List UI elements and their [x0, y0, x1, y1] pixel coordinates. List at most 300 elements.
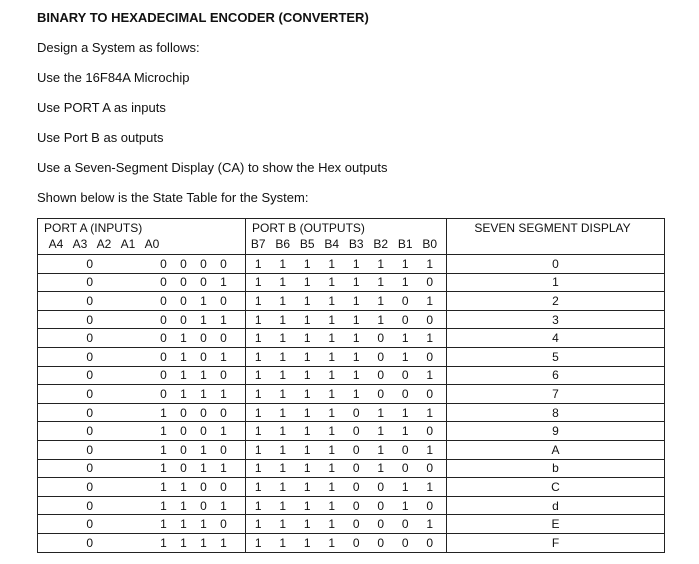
- port-b-bit: 1: [254, 349, 262, 364]
- port-b-bit-label: B7: [250, 237, 266, 251]
- display-value-cell: A: [447, 440, 665, 459]
- port-b-bit: 1: [254, 424, 262, 439]
- port-a-bit: 1: [160, 424, 167, 439]
- port-a-bit: 1: [220, 349, 227, 364]
- port-a-bit: 0: [180, 256, 187, 271]
- port-a-bit-label: A1: [120, 237, 136, 251]
- a4-cell: 0: [38, 515, 142, 534]
- display-value-cell: b: [447, 459, 665, 478]
- port-b-bit: 1: [401, 331, 409, 346]
- display-header: SEVEN SEGMENT DISPLAY: [474, 221, 631, 235]
- port-b-bit: 1: [401, 479, 409, 494]
- port-b-bit: 1: [303, 498, 311, 513]
- port-b-bit: 1: [303, 479, 311, 494]
- port-a-cell: [142, 533, 246, 552]
- port-b-bit: 1: [303, 312, 311, 327]
- port-b-bit: 1: [426, 331, 434, 346]
- port-a-header-cell: [38, 219, 246, 255]
- port-a-bit: 0: [220, 405, 227, 420]
- port-a-bit: 0: [180, 461, 187, 476]
- port-b-bit: 1: [328, 312, 336, 327]
- port-b-bit: 1: [352, 368, 360, 383]
- display-value-cell: 5: [447, 347, 665, 366]
- table-row: [38, 440, 665, 459]
- port-b-bit: 1: [401, 424, 409, 439]
- display-value-cell: C: [447, 478, 665, 497]
- port-b-bit: 1: [401, 405, 409, 420]
- port-b-bit: 1: [279, 293, 287, 308]
- port-b-bit: 1: [328, 424, 336, 439]
- port-a-bit: 1: [220, 498, 227, 513]
- table-row: [38, 459, 665, 478]
- port-a-bit: 1: [180, 535, 187, 550]
- port-b-bit: 1: [328, 256, 336, 271]
- port-a-bit: 1: [180, 331, 187, 346]
- port-b-bit: 1: [279, 517, 287, 532]
- port-b-bit: 0: [352, 424, 360, 439]
- table-row: [38, 329, 665, 348]
- port-b-bit: 1: [426, 293, 434, 308]
- port-b-bit: 1: [279, 461, 287, 476]
- port-a-bit: 0: [180, 405, 187, 420]
- port-b-bit: 0: [426, 535, 434, 550]
- port-a-bit: 0: [160, 349, 167, 364]
- port-a-bit: 0: [180, 293, 187, 308]
- port-b-bit: 1: [328, 386, 336, 401]
- state-table: [37, 218, 665, 553]
- a4-cell: 0: [38, 273, 142, 292]
- port-b-bit: 1: [352, 256, 360, 271]
- page-title: BINARY TO HEXADECIMAL ENCODER (CONVERTER): [37, 10, 369, 25]
- port-b-bit: 1: [426, 442, 434, 457]
- a4-cell: 0: [38, 478, 142, 497]
- display-value-cell: 6: [447, 366, 665, 385]
- port-b-bit: 1: [254, 386, 262, 401]
- table-row: [38, 310, 665, 329]
- table-row: [38, 385, 665, 404]
- a4-cell: 0: [38, 496, 142, 515]
- port-b-bit: 1: [254, 312, 262, 327]
- port-a-bit: 0: [220, 479, 227, 494]
- port-b-bit: 0: [352, 535, 360, 550]
- port-b-bit: 1: [328, 461, 336, 476]
- port-b-bit: 1: [279, 405, 287, 420]
- port-b-bit: 0: [426, 349, 434, 364]
- port-b-bit: 1: [279, 386, 287, 401]
- port-b-bit: 1: [279, 312, 287, 327]
- port-a-bit: 1: [180, 479, 187, 494]
- port-a-bit: 0: [220, 331, 227, 346]
- port-b-bit: 1: [377, 312, 385, 327]
- port-b-bit: 0: [401, 386, 409, 401]
- port-b-bit: 1: [279, 424, 287, 439]
- port-b-bit: 1: [254, 293, 262, 308]
- port-a-bit: 0: [160, 293, 167, 308]
- port-b-bit: 1: [401, 498, 409, 513]
- table-row: [38, 422, 665, 441]
- port-a-bit: 1: [220, 275, 227, 290]
- port-a-bit: 1: [180, 498, 187, 513]
- port-a-cell: [142, 347, 246, 366]
- port-b-bit: 1: [328, 368, 336, 383]
- port-a-bit: 0: [180, 424, 187, 439]
- port-b-bit: 1: [426, 479, 434, 494]
- port-a-bit: 0: [180, 442, 187, 457]
- port-b-cell: [246, 459, 447, 478]
- port-b-bit: 0: [377, 331, 385, 346]
- port-a-bit: 0: [180, 275, 187, 290]
- port-b-cell: [246, 292, 447, 311]
- port-b-bit-label: B2: [373, 237, 389, 251]
- instruction-line-2: Use the 16F84A Microchip: [37, 70, 190, 85]
- port-b-cell: [246, 310, 447, 329]
- port-b-bit: 1: [303, 386, 311, 401]
- display-value-cell: 2: [447, 292, 665, 311]
- port-b-bit: 1: [328, 331, 336, 346]
- port-a-bit: 1: [160, 517, 167, 532]
- table-header-row: [38, 219, 665, 255]
- port-a-bit: 1: [200, 293, 207, 308]
- a4-cell: 0: [38, 459, 142, 478]
- port-b-bit: 1: [377, 275, 385, 290]
- port-a-bit: 1: [180, 349, 187, 364]
- port-b-bit: 1: [377, 424, 385, 439]
- port-b-bit: 1: [426, 368, 434, 383]
- port-b-bit: 1: [377, 442, 385, 457]
- port-b-bit: 0: [352, 442, 360, 457]
- port-a-bit: 0: [200, 256, 207, 271]
- port-a-bit: 1: [200, 442, 207, 457]
- port-a-bit: 0: [220, 517, 227, 532]
- port-b-bit-label: B4: [324, 237, 340, 251]
- a4-cell: 0: [38, 255, 142, 274]
- instruction-line-6: Shown below is the State Table for the System:: [37, 190, 309, 205]
- port-b-bit: 1: [279, 256, 287, 271]
- a4-cell: 0: [38, 366, 142, 385]
- port-a-bit: 1: [220, 424, 227, 439]
- display-header-cell: [447, 219, 665, 255]
- port-b-bit: 1: [303, 461, 311, 476]
- port-a-bit: 0: [160, 386, 167, 401]
- port-b-bit: 1: [254, 535, 262, 550]
- port-a-cell: [142, 273, 246, 292]
- table-row: [38, 347, 665, 366]
- port-a-bit: 0: [220, 256, 227, 271]
- port-b-header: PORT B (OUTPUTS): [252, 221, 365, 235]
- a4-cell: 0: [38, 385, 142, 404]
- port-a-cell: [142, 515, 246, 534]
- port-a-bit: 0: [200, 275, 207, 290]
- port-a-bit: 0: [180, 312, 187, 327]
- port-a-bit: 0: [220, 293, 227, 308]
- port-b-bit: 0: [401, 312, 409, 327]
- port-a-bit: 1: [200, 386, 207, 401]
- display-value-cell: 4: [447, 329, 665, 348]
- port-a-bit: 1: [160, 535, 167, 550]
- port-b-bit: 0: [401, 442, 409, 457]
- port-a-cell: [142, 496, 246, 515]
- port-b-bit: 1: [279, 442, 287, 457]
- port-a-bit: 0: [160, 312, 167, 327]
- port-a-bit: 0: [200, 424, 207, 439]
- port-b-bit: 0: [377, 368, 385, 383]
- port-a-cell: [142, 478, 246, 497]
- port-a-bit: 1: [200, 368, 207, 383]
- port-b-bit: 1: [352, 275, 360, 290]
- table-row: [38, 403, 665, 422]
- port-a-bit-label: A4: [48, 237, 64, 251]
- port-b-cell: [246, 422, 447, 441]
- port-b-cell: [246, 440, 447, 459]
- port-b-bit: 1: [328, 535, 336, 550]
- port-a-bit: 0: [200, 405, 207, 420]
- table-row: [38, 292, 665, 311]
- a4-cell: 0: [38, 292, 142, 311]
- a4-cell: 0: [38, 533, 142, 552]
- port-b-cell: [246, 329, 447, 348]
- port-b-bit: 1: [279, 498, 287, 513]
- port-b-bit: 1: [279, 535, 287, 550]
- table-row: [38, 478, 665, 497]
- port-b-bit: 1: [254, 517, 262, 532]
- port-b-bit: 1: [303, 405, 311, 420]
- port-a-bit: 1: [200, 312, 207, 327]
- a4-cell: 0: [38, 310, 142, 329]
- instruction-line-5: Use a Seven-Segment Display (CA) to show the Hex outputs: [37, 160, 388, 175]
- port-b-cell: [246, 273, 447, 292]
- port-a-bit: 1: [200, 535, 207, 550]
- port-b-bit: 0: [426, 386, 434, 401]
- port-a-bit: 1: [220, 312, 227, 327]
- port-a-bit: 1: [160, 442, 167, 457]
- port-b-bit: 1: [303, 517, 311, 532]
- port-b-bit: 1: [279, 368, 287, 383]
- port-a-bit: 1: [180, 386, 187, 401]
- port-a-bit: 1: [160, 498, 167, 513]
- port-b-bit: 0: [352, 517, 360, 532]
- port-b-bit: 1: [426, 405, 434, 420]
- port-b-bit: 1: [254, 442, 262, 457]
- port-b-bit: 1: [352, 349, 360, 364]
- port-b-bit: 0: [426, 424, 434, 439]
- port-b-bit: 1: [328, 442, 336, 457]
- port-b-bit: 1: [303, 256, 311, 271]
- display-value-cell: 0: [447, 255, 665, 274]
- port-b-bit: 1: [254, 331, 262, 346]
- table-row: [38, 515, 665, 534]
- port-b-bit: 1: [352, 293, 360, 308]
- port-b-bit: 1: [426, 256, 434, 271]
- port-a-bit: 1: [200, 517, 207, 532]
- port-b-bit: 1: [328, 498, 336, 513]
- display-value-cell: F: [447, 533, 665, 552]
- port-b-bit: 1: [303, 349, 311, 364]
- table-row: [38, 496, 665, 515]
- port-b-bit: 1: [377, 461, 385, 476]
- port-a-bit: 1: [160, 479, 167, 494]
- instruction-line-1: Design a System as follows:: [37, 40, 200, 55]
- port-b-bit-label: B3: [348, 237, 364, 251]
- port-b-bit: 0: [377, 498, 385, 513]
- port-b-bit: 0: [401, 293, 409, 308]
- port-b-cell: [246, 347, 447, 366]
- display-value-cell: 7: [447, 385, 665, 404]
- port-a-cell: [142, 459, 246, 478]
- port-b-bit: 1: [279, 479, 287, 494]
- port-b-bit: 1: [303, 293, 311, 308]
- port-b-bit: 1: [254, 479, 262, 494]
- port-b-cell: [246, 403, 447, 422]
- port-b-bit-label: B0: [422, 237, 438, 251]
- instruction-line-3: Use PORT A as inputs: [37, 100, 166, 115]
- port-b-bit: 1: [352, 386, 360, 401]
- display-value-cell: E: [447, 515, 665, 534]
- port-a-bit: 1: [220, 386, 227, 401]
- port-b-cell: [246, 533, 447, 552]
- port-b-bit: 1: [426, 517, 434, 532]
- port-b-bit: 0: [426, 275, 434, 290]
- port-b-bit: 1: [254, 461, 262, 476]
- port-b-bit: 1: [303, 368, 311, 383]
- a4-cell: 0: [38, 422, 142, 441]
- port-b-bit: 1: [401, 275, 409, 290]
- port-b-bit: 1: [303, 275, 311, 290]
- port-b-bit: 1: [303, 424, 311, 439]
- port-a-bit: 0: [160, 331, 167, 346]
- port-a-bit: 1: [220, 535, 227, 550]
- port-b-bit: 1: [254, 405, 262, 420]
- port-b-bit: 0: [401, 461, 409, 476]
- port-b-bit: 1: [254, 256, 262, 271]
- port-a-bit: 1: [180, 368, 187, 383]
- display-value-cell: 3: [447, 310, 665, 329]
- port-b-bit: 0: [377, 349, 385, 364]
- a4-cell: 0: [38, 440, 142, 459]
- table-row: [38, 273, 665, 292]
- port-b-bit: 1: [401, 349, 409, 364]
- port-a-bit: 0: [160, 256, 167, 271]
- port-a-bit: 1: [160, 461, 167, 476]
- port-b-bit: 0: [377, 479, 385, 494]
- port-b-bit: 1: [254, 498, 262, 513]
- port-a-bit: 1: [180, 517, 187, 532]
- port-a-bit: 0: [160, 368, 167, 383]
- port-b-bit: 1: [328, 275, 336, 290]
- port-b-bit-label: B5: [299, 237, 315, 251]
- port-b-bit: 0: [352, 461, 360, 476]
- port-a-bit: 1: [160, 405, 167, 420]
- port-a-cell: [142, 366, 246, 385]
- display-value-cell: 9: [447, 422, 665, 441]
- port-a-bit: 0: [200, 479, 207, 494]
- port-a-bit: 1: [200, 461, 207, 476]
- port-b-bit: 0: [352, 405, 360, 420]
- port-b-bit: 1: [328, 405, 336, 420]
- port-a-bit-label: A3: [72, 237, 88, 251]
- port-b-bit: 1: [303, 442, 311, 457]
- port-b-cell: [246, 515, 447, 534]
- port-a-bit: 0: [220, 442, 227, 457]
- display-value-cell: d: [447, 496, 665, 515]
- instruction-line-4: Use Port B as outputs: [37, 130, 164, 145]
- port-b-cell: [246, 496, 447, 515]
- display-value-cell: 8: [447, 403, 665, 422]
- port-a-cell: [142, 422, 246, 441]
- port-b-cell: [246, 255, 447, 274]
- display-value-cell: 1: [447, 273, 665, 292]
- port-b-bit: 0: [426, 498, 434, 513]
- table-row: [38, 366, 665, 385]
- port-b-bit: 0: [426, 461, 434, 476]
- port-b-bit: 0: [377, 386, 385, 401]
- port-b-bit: 1: [279, 349, 287, 364]
- port-b-bit: 0: [401, 368, 409, 383]
- port-b-bit: 0: [426, 312, 434, 327]
- port-b-bit: 0: [401, 535, 409, 550]
- port-b-bit: 0: [401, 517, 409, 532]
- port-b-bit: 0: [352, 479, 360, 494]
- port-b-cell: [246, 385, 447, 404]
- port-b-bit: 1: [377, 293, 385, 308]
- port-b-bit: 0: [377, 535, 385, 550]
- port-b-bit: 1: [303, 331, 311, 346]
- port-b-bit: 1: [401, 256, 409, 271]
- port-b-bit: 1: [328, 517, 336, 532]
- port-a-cell: [142, 292, 246, 311]
- port-a-bit: 0: [200, 498, 207, 513]
- port-b-cell: [246, 478, 447, 497]
- port-a-cell: [142, 385, 246, 404]
- port-a-bit: 0: [220, 368, 227, 383]
- port-b-bit-label: B6: [275, 237, 291, 251]
- port-b-bit: 1: [328, 293, 336, 308]
- port-b-bit: 0: [352, 498, 360, 513]
- port-a-bit: 1: [220, 461, 227, 476]
- a4-cell: 0: [38, 403, 142, 422]
- port-b-bit: 1: [279, 275, 287, 290]
- port-a-cell: [142, 440, 246, 459]
- port-b-bit: 1: [328, 479, 336, 494]
- table-row: [38, 533, 665, 552]
- port-a-cell: [142, 329, 246, 348]
- port-b-bit: 0: [377, 517, 385, 532]
- port-b-header-cell: [246, 219, 447, 255]
- port-a-bit-label: A2: [96, 237, 112, 251]
- port-a-bit: 0: [200, 349, 207, 364]
- port-b-bit: 1: [352, 312, 360, 327]
- port-b-cell: [246, 366, 447, 385]
- port-b-bit: 1: [254, 368, 262, 383]
- port-b-bit: 1: [328, 349, 336, 364]
- port-a-bit-labels: [38, 235, 245, 251]
- port-b-bit-labels: [246, 235, 446, 251]
- port-b-bit: 1: [254, 275, 262, 290]
- table-row: [38, 255, 665, 274]
- port-b-bit: 1: [377, 405, 385, 420]
- port-b-bit-label: B1: [397, 237, 413, 251]
- a4-cell: 0: [38, 347, 142, 366]
- port-a-cell: [142, 403, 246, 422]
- a4-cell: 0: [38, 329, 142, 348]
- port-a-bit: 0: [160, 275, 167, 290]
- port-a-cell: [142, 310, 246, 329]
- port-b-bit: 1: [352, 331, 360, 346]
- port-a-header: PORT A (INPUTS): [44, 221, 143, 235]
- port-b-bit: 1: [377, 256, 385, 271]
- port-a-bit: 0: [200, 331, 207, 346]
- port-a-bit-label: A0: [144, 237, 160, 251]
- port-a-cell: [142, 255, 246, 274]
